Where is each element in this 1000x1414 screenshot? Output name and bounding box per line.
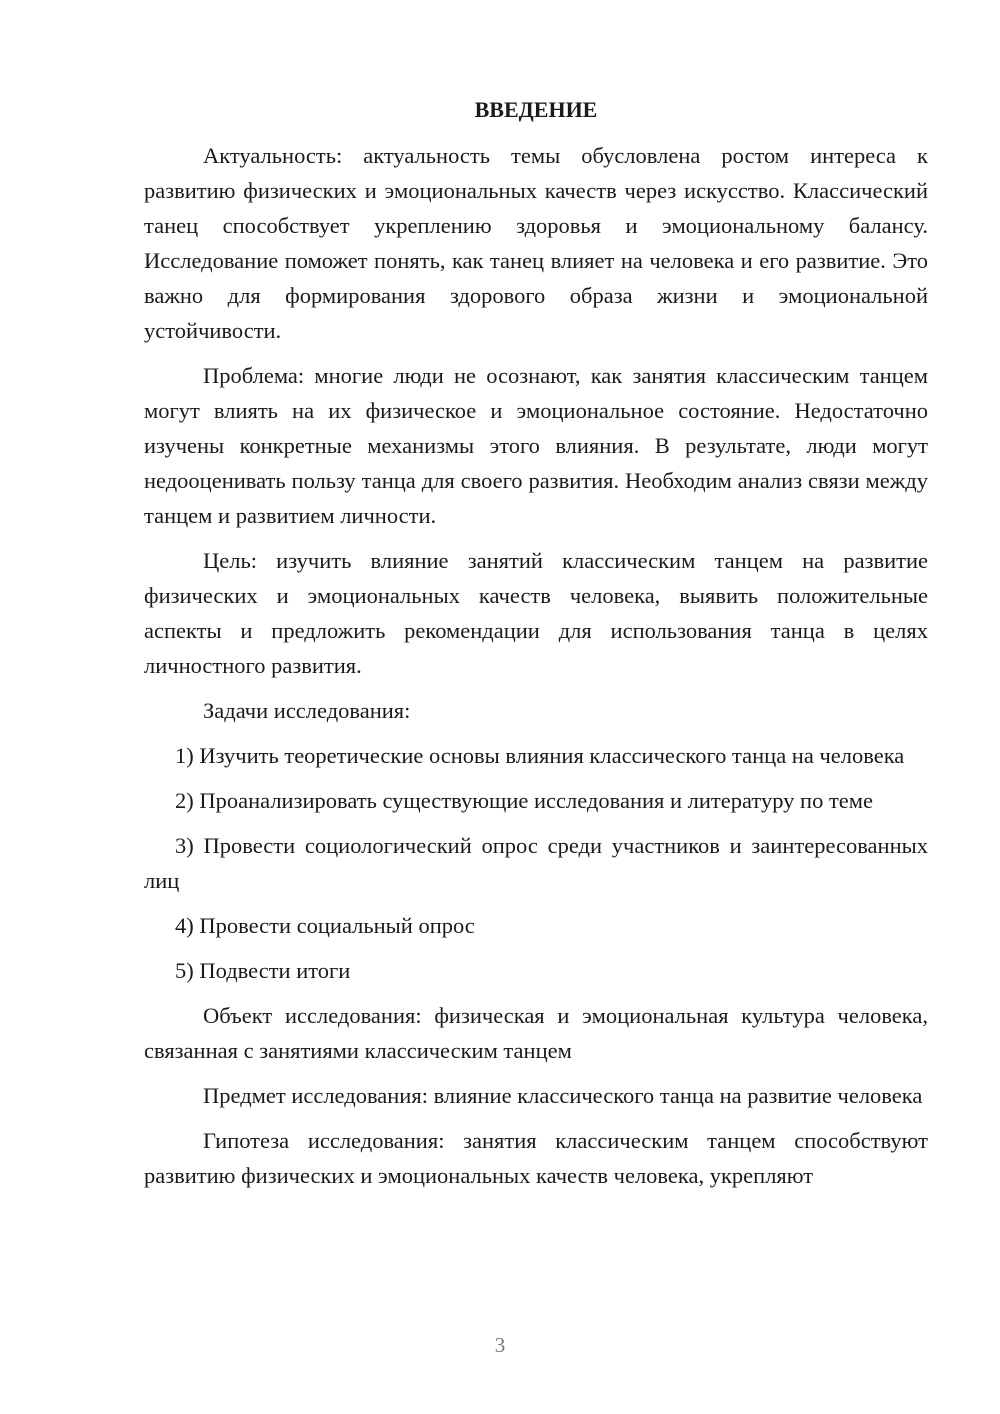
task-item-1: 1) Изучить теоретические основы влияния классического танца на человека — [175, 743, 905, 768]
problem-paragraph: Проблема: многие люди не осознают, как занятия классическим танцем могут влиять на их физическое и эмоциональное состояние. Недостаточно изучены конкретные механизмы этого влияния. В результате, люди могут недооценивать пользу танца для своего развития. Необходим анализ связи между танцем и развитием личности. — [144, 363, 928, 528]
tasks-title: Задачи исследования: — [203, 698, 411, 723]
goal-paragraph: Цель: изучить влияние занятий классическим танцем на развитие физических и эмоциональных качеств человека, выявить положительные аспекты и предложить рекомендации для использования танца в целях личностного развития. — [144, 548, 928, 678]
page-number: 3 — [494, 1333, 506, 1357]
hypothesis-paragraph: Гипотеза исследования: занятия классическим танцем способствуют развитию физических и эмоциональных качеств человека, укрепляют — [144, 1128, 928, 1188]
task-item-4: 4) Провести социальный опрос — [175, 913, 475, 938]
document-page — [144, 92, 928, 1203]
object-paragraph: Объект исследования: физическая и эмоциональная культура человека, связанная с занятиями классическим танцем — [144, 1003, 928, 1063]
relevance-paragraph: Актуальность: актуальность темы обусловлена ростом интереса к развитию физических и эмоциональных качеств через искусство. Классический танец способствует укреплению здоровья и эмоциональному балансу. Исследование поможет понять, как танец влияет на человека и его развитие. Это важно для формирования здорового образа жизни и эмоциональной устойчивости. — [144, 143, 928, 343]
page-title: ВВЕДЕНИЕ — [474, 97, 598, 122]
task-item-2: 2) Проанализировать существующие исследования и литературу по теме — [175, 788, 873, 813]
subject-paragraph: Предмет исследования: влияние классического танца на развитие человека — [203, 1083, 923, 1108]
task-item-5: 5) Подвести итоги — [175, 958, 351, 983]
task-item-3: 3) Провести социологический опрос среди участников и заинтересованных лиц — [144, 833, 928, 893]
